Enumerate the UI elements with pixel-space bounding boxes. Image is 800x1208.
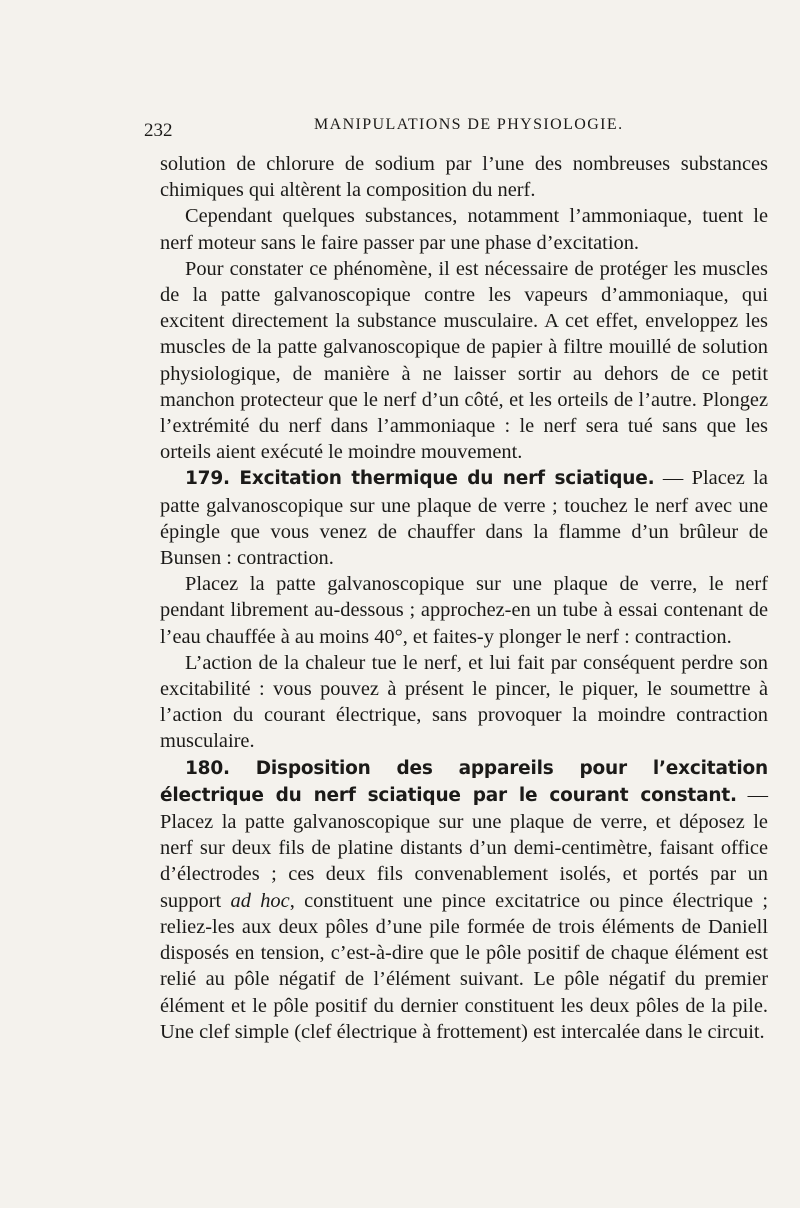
section-179 <box>160 465 768 571</box>
paragraph-ammonia <box>160 203 768 255</box>
book-page <box>144 112 768 1045</box>
paragraph-text: — Placez la patte galvanoscopique sur une plaque de verre, et déposez le nerf sur deux fils de platine distants d’un demi-centimètre, faisant office d’électrodes ; ces deux fils convenablement isolés, et portés par un support <box>160 783 768 912</box>
emphasis-ad-hoc: ad hoc <box>230 889 290 912</box>
paragraph-text-continued: , constituent une pince excitatrice ou pince électrique ; reliez-les aux deux pôles d’une pile formée de trois éléments de Daniell disposés en tension, c’est-à-dire que le pôle positif de chaque élément est relié au pôle négatif de l’élément suivant. Le pôle négatif du premier élément et le pôle positif du dernier constituent les deux pôles de la pile. Une clef simple (clef électrique à frottement) est intercalée dans le circuit. <box>160 889 768 1043</box>
paragraph-text: — Placez la patte galvanoscopique sur une plaque de verre ; touchez le nerf avec une épingle que vous venez de chauffer dans la flamme d’un brûleur de Bunsen : contraction. <box>160 467 768 570</box>
section-180-heading: 180. Disposition des appareils pour l’excitation électrique du nerf sciatique par le courant constant. <box>160 757 768 806</box>
paragraph-text: Cependant quelques substances, notamment l’ammoniaque, tuent le nerf moteur sans le faire passer par une phase d’excitation. <box>160 205 768 254</box>
page-number: 232 <box>144 120 173 141</box>
paragraph-text: L’action de la chaleur tue le nerf, et lui fait par conséquent perdre son excitabilité : vous pouvez à présent le pincer, le piquer, le soumettre à l’action du courant électrique, sans provoquer la moindre contraction musculaire. <box>160 651 768 753</box>
paragraph-heat-kills-nerve <box>160 650 768 755</box>
section-179-heading: 179. Excitation thermique du nerf sciatique. <box>185 468 655 490</box>
paragraph-continuation <box>160 151 768 203</box>
running-header <box>144 112 768 146</box>
section-180 <box>160 755 768 1045</box>
paragraph-text: solution de chlorure de sodium par l’une des nombreuses substances chimiques qui altèrent la composition du nerf. <box>160 153 768 202</box>
paragraph-text: Pour constater ce phénomène, il est nécessaire de protéger les muscles de la patte galvanoscopique contre les vapeurs d’ammoniaque, qui excitent directement la substance musculaire. A cet effet, enveloppez les muscles de la patte galvanoscopique de papier à filtre mouillé de solution physiologique, de manière à ne laisser sortir au dehors de ce petit manchon protecteur que le nerf d’un côté, et les orteils de l’autre. Plongez l’extrémité du nerf dans l’ammoniaque : le nerf sera tué sans que les orteils aient exécuté le moindre mouvement. <box>160 257 768 464</box>
body-text <box>160 151 768 1045</box>
paragraph-text: Placez la patte galvanoscopique sur une plaque de verre, le nerf pendant librement au-dessous ; approchez-en un tube à essai contenant de l’eau chauffée à au moins 40°, et faites-y plonger le nerf : contraction. <box>160 573 768 648</box>
running-title: MANIPULATIONS DE PHYSIOLOGIE. <box>314 116 624 133</box>
paragraph-heated-water <box>160 571 768 650</box>
paragraph-protection <box>160 256 768 466</box>
